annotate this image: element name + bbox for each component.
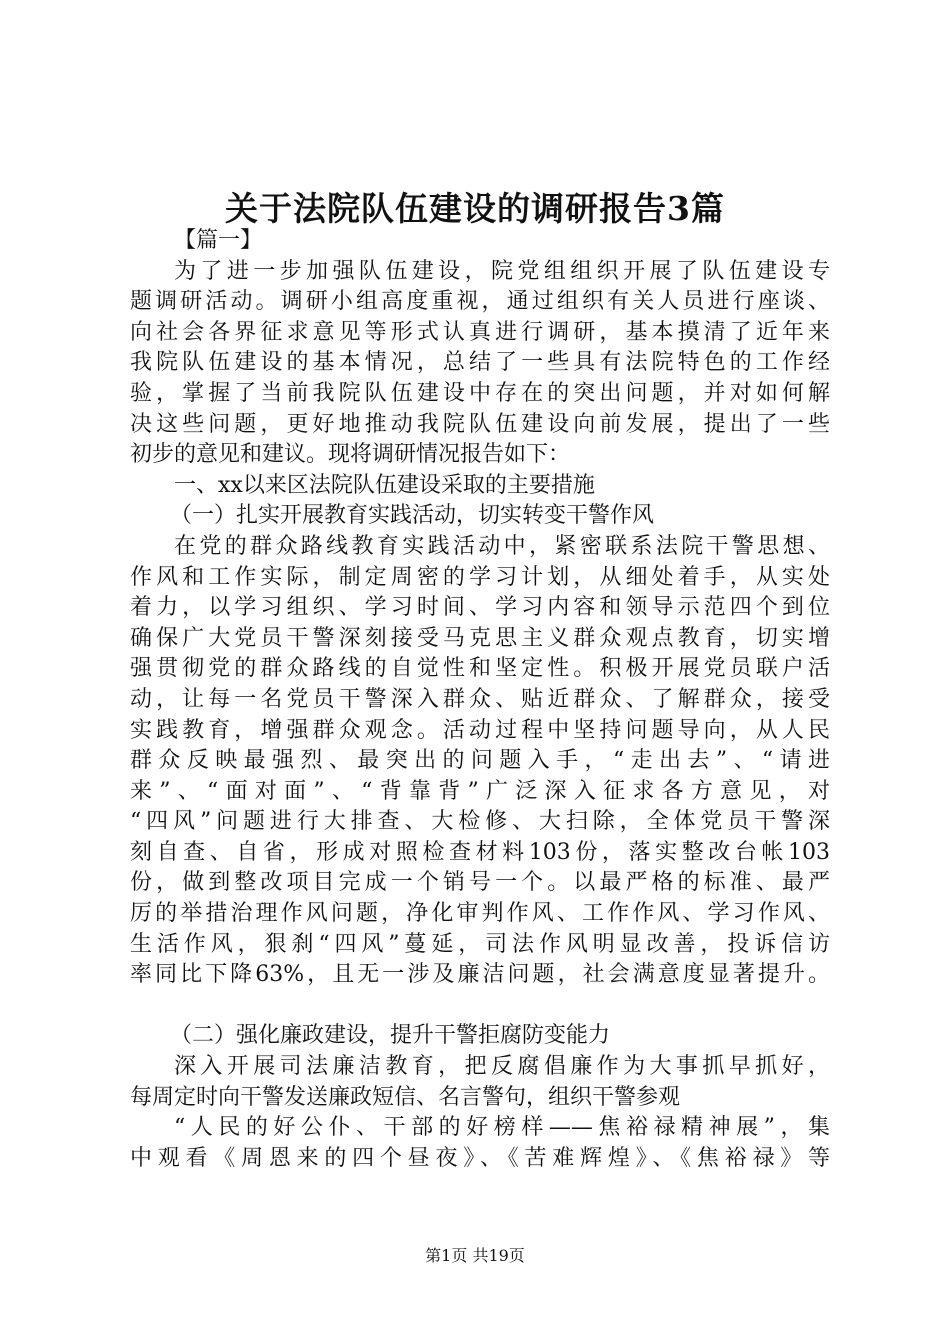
paragraph-gap (130, 991, 830, 1022)
paragraph-line: 厉的举措治理作风问题，净化审判作风、工作作风、学习作风、 (130, 901, 830, 927)
paragraph-line: 验，掌握了当前我院队伍建设中存在的突出问题，并对如何解 (130, 380, 830, 406)
paragraph-line: 每周定时向干警发送廉政短信、名言警句，组织干警参观 (130, 1084, 681, 1110)
subsection-heading: （二）强化廉政建设，提升干警拒腐防变能力 (170, 1023, 611, 1049)
paragraph-line: 向社会各界征求意见等形式认真进行调研，基本摸清了近年来 (130, 319, 830, 345)
page-footer: 第1页 共19页 (425, 1246, 525, 1265)
section-heading: 一、xx以来区法院队伍建设采取的主要措施 (174, 472, 595, 498)
paragraph-line: 来”、“面对面”、“背靠背”广泛深入征求各方意见，对 (130, 778, 830, 804)
paragraph-line: 为了进一步加强队伍建设，院党组组织开展了队伍建设专 (174, 258, 830, 284)
paragraph-line: “四风”问题进行大排查、大检修、大扫除，全体党员干警深 (130, 809, 830, 835)
paragraph-line: 生活作风，狠刹“四风”蔓延，司法作风明显改善，投诉信访 (130, 931, 830, 957)
paragraph-line: 率同比下降63%，且无一涉及廉洁问题，社会满意度显著提升。 (130, 962, 830, 988)
paragraph-line: 刻自查、自省，形成对照检查材料103份，落实整改台帐103 (130, 839, 830, 865)
paragraph-line: “人民的好公仆、干部的好榜样——焦裕禄精神展”，集 (174, 1115, 830, 1141)
document-body (130, 226, 830, 1174)
paragraph-line: 着力，以学习组织、学习时间、学习内容和领导示范四个到位 (130, 595, 830, 621)
section-label: 【篇一】 (174, 228, 263, 253)
paragraph-line: 深入开展司法廉洁教育，把反腐倡廉作为大事抓早抓好， (174, 1054, 830, 1080)
paragraph-line: 在党的群众路线教育实践活动中，紧密联系法院干警思想、 (174, 533, 830, 559)
subsection-heading: （一）扎实开展教育实践活动，切实转变干警作风 (170, 503, 655, 529)
paragraph-line: 群众反映最强烈、最突出的问题入手，“走出去”、“请进 (130, 748, 830, 774)
paragraph-line: 动，让每一名党员干警深入群众、贴近群众、了解群众，接受 (130, 686, 830, 712)
paragraph-line: 作风和工作实际，制定周密的学习计划，从细处着手，从实处 (130, 564, 830, 590)
paragraph-line: 强贯彻党的群众路线的自觉性和坚定性。积极开展党员联户活 (130, 656, 830, 682)
paragraph-line: 我院队伍建设的基本情况，总结了一些具有法院特色的工作经 (130, 350, 830, 376)
paragraph-line: 实践教育，增强群众观念。活动过程中坚持问题导向，从人民 (130, 717, 830, 743)
paragraph-line: 确保广大党员干警深刻接受马克思主义群众观点教育，切实增 (130, 625, 830, 651)
paragraph-line: 中观看《周恩来的四个昼夜》、《苦难辉煌》、《焦裕禄》等 (130, 1145, 830, 1171)
document-title: 关于法院队伍建设的调研报告3篇 (225, 189, 725, 228)
paragraph-line: 初步的意见和建议。现将调研情况报告如下： (130, 442, 571, 468)
paragraph-line: 份，做到整改项目完成一个销号一个。以最严格的标准、最严 (130, 870, 830, 896)
paragraph-line: 题调研活动。调研小组高度重视，通过组织有关人员进行座谈、 (130, 289, 830, 315)
paragraph-line: 决这些问题，更好地推动我院队伍建设向前发展，提出了一些 (130, 411, 830, 437)
